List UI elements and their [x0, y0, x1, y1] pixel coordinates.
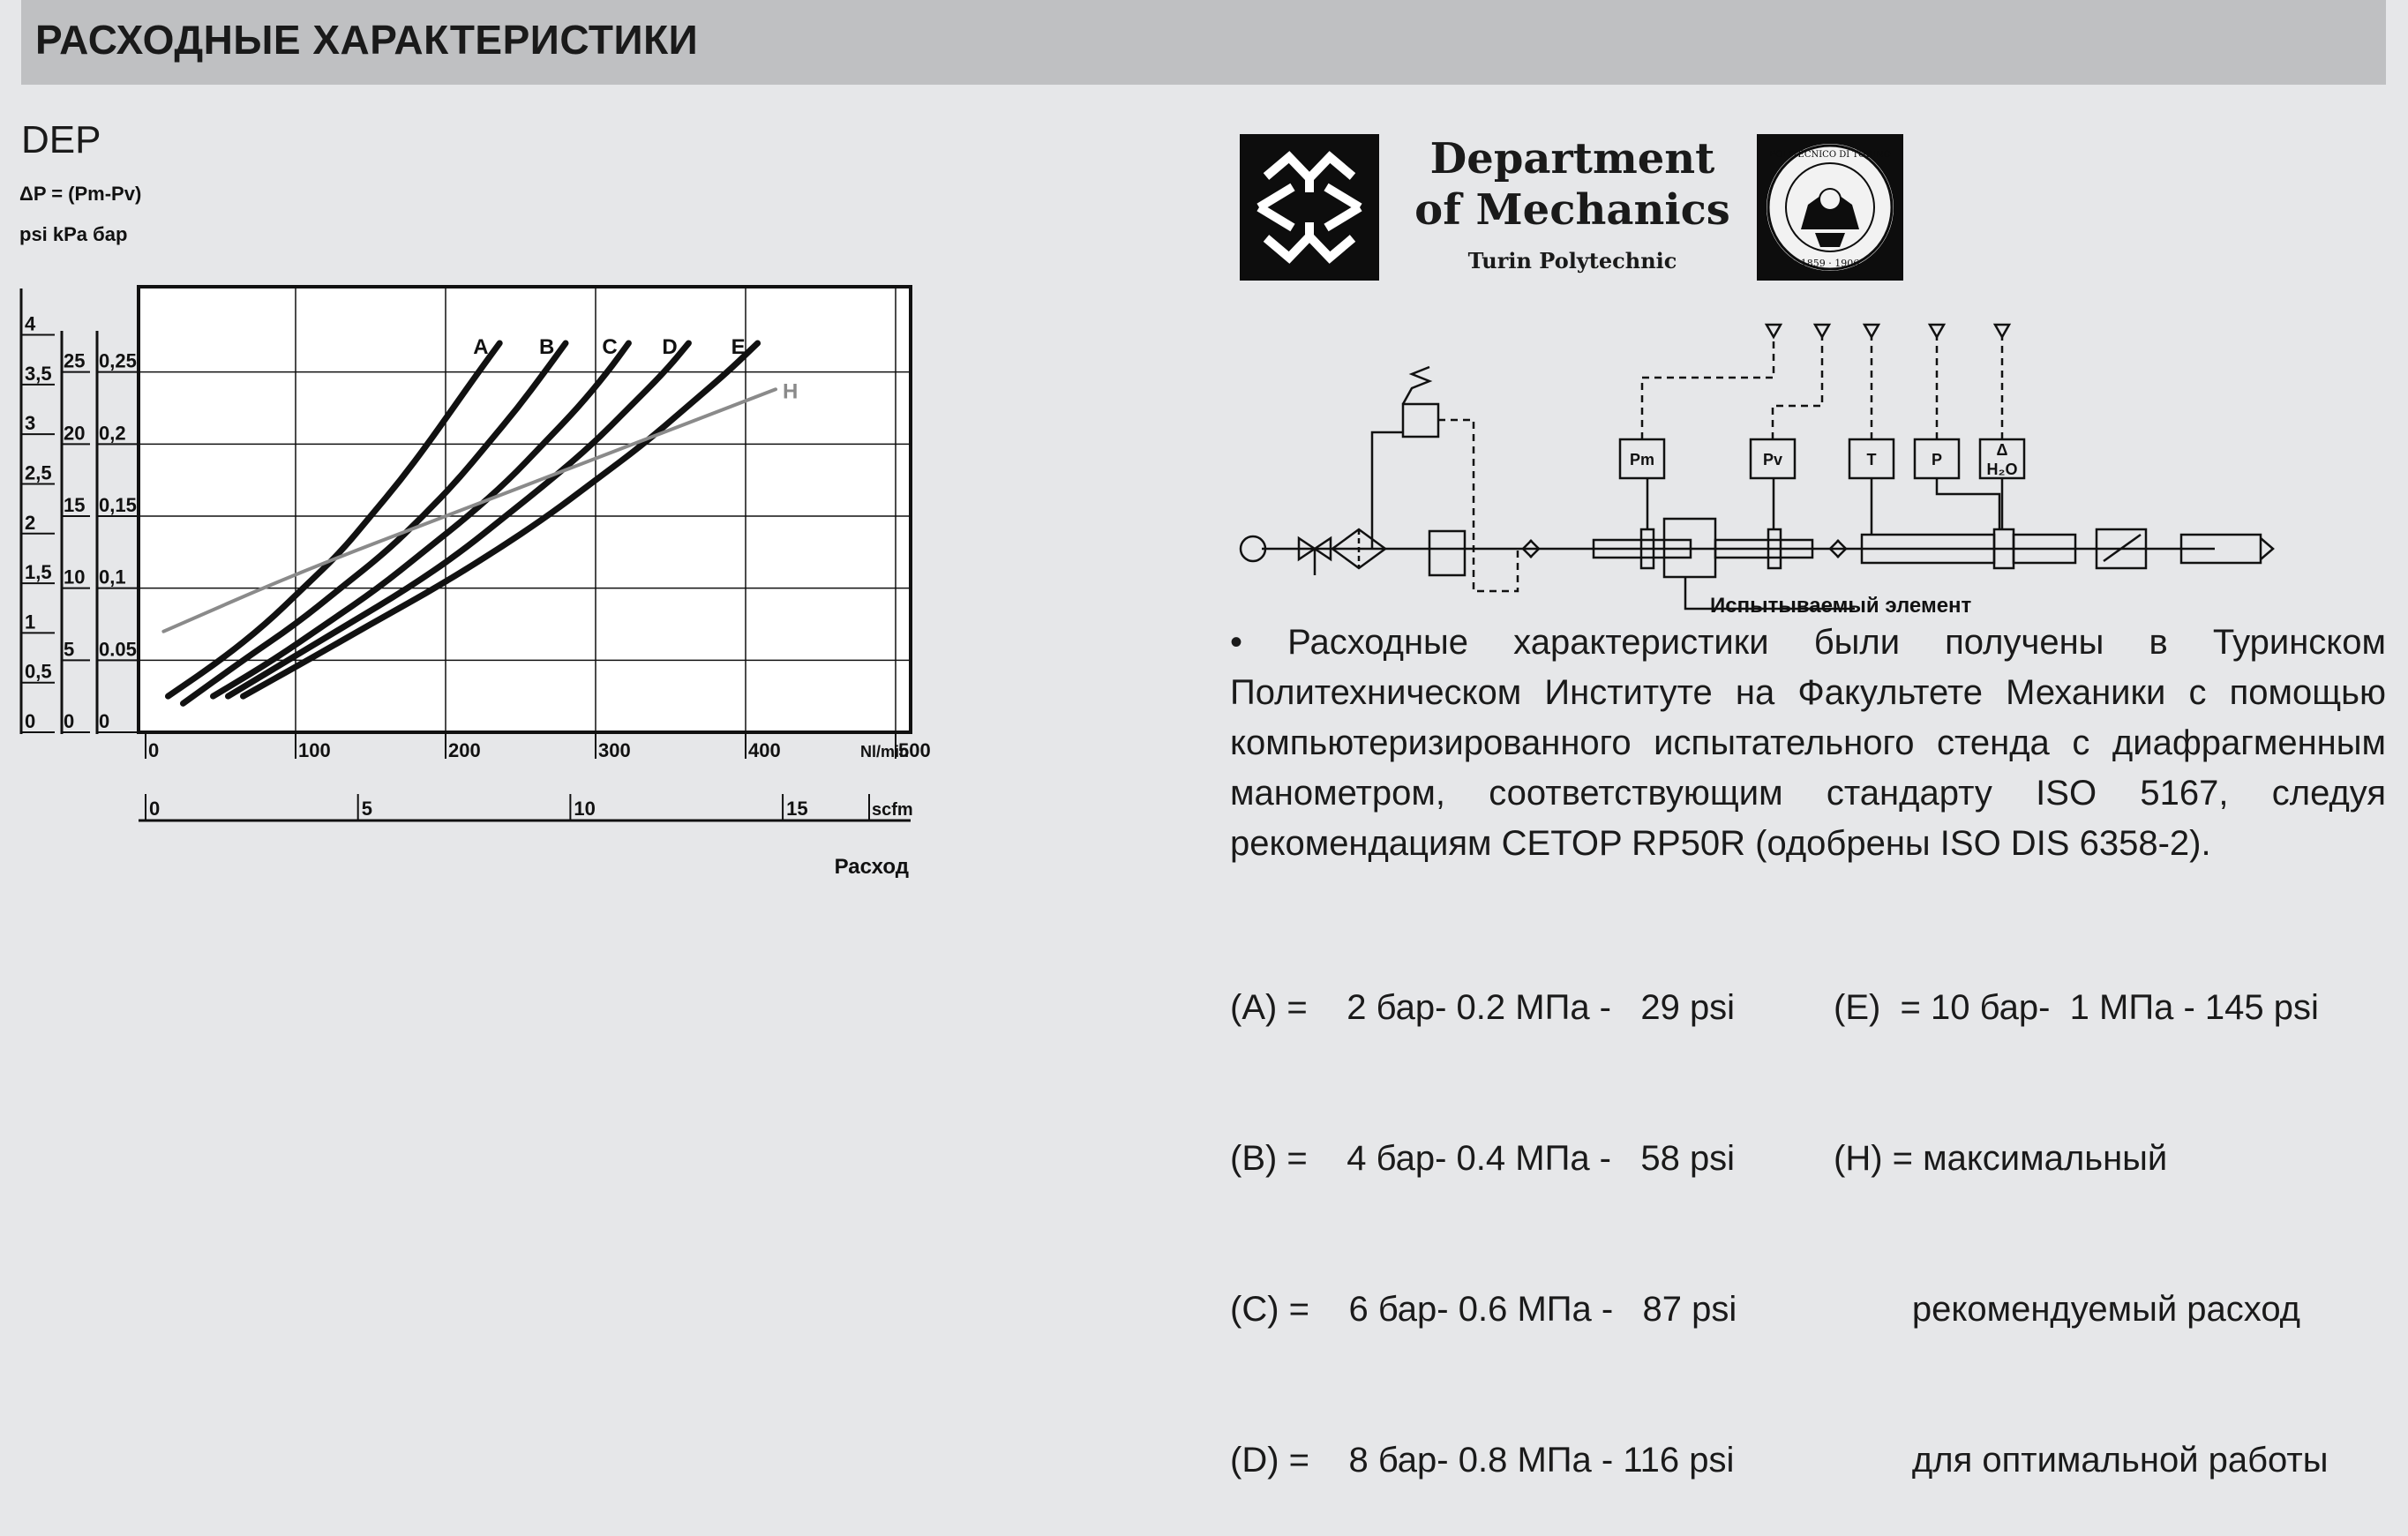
psi-tick-label: 3 — [25, 412, 36, 435]
y-axis-units: psi kPa бар — [19, 223, 128, 245]
x-tick-label-scfm: 5 — [361, 798, 372, 820]
legend-item-h-cont-2: для оптимальной работы — [1834, 1441, 2329, 1480]
series-label-a: A — [473, 335, 489, 359]
psi-tick-label: 1 — [25, 611, 36, 633]
series-label-h: H — [783, 379, 799, 404]
x-tick-label-scfm: 0 — [149, 798, 161, 820]
x-tick-label-nl: 500 — [898, 739, 931, 761]
model-name: DEP — [21, 118, 101, 161]
legend-item-h: (H) = максимальный — [1834, 1139, 2168, 1178]
x-axes — [139, 732, 931, 878]
test-bench-schematic — [1227, 318, 2285, 618]
dept-line-1: Department — [1429, 134, 1715, 184]
legend-item-b: (B) = 4 бар- 0.4 МПа - 58 psi — [1230, 1139, 1736, 1178]
bar-tick-label: 0,15 — [99, 494, 137, 516]
y-axis-formula: ΔP = (Pm-Pv) — [19, 183, 142, 205]
bar-tick-label: 0,25 — [99, 349, 137, 372]
kpa-tick-label: 0 — [64, 710, 75, 732]
x-unit-scfm: scfm — [872, 800, 913, 820]
label-pv: Pv — [1762, 451, 1783, 468]
header-bar — [21, 0, 2386, 85]
bar-tick-label: 0,1 — [99, 566, 126, 588]
label-h2o: H₂O — [1986, 461, 2018, 478]
svg-text:1859 · 1906: 1859 · 1906 — [1800, 258, 1860, 269]
series-label-b: B — [539, 335, 555, 359]
page-title: РАСХОДНЫЕ ХАРАКТЕРИСТИКИ — [35, 17, 699, 63]
x-tick-label-nl: 300 — [598, 739, 631, 761]
psi-tick-label: 2 — [25, 511, 36, 534]
psi-tick-label: 0 — [25, 710, 36, 732]
test-element-label: Испытываемый элемент — [1710, 594, 1972, 618]
kpa-tick-label: 10 — [64, 566, 86, 588]
dept-name — [1392, 134, 1753, 279]
series-label-d: D — [662, 335, 678, 359]
kpa-tick-label: 25 — [64, 349, 86, 372]
x-tick-label-scfm: 10 — [574, 798, 596, 820]
psi-tick-label: 3,5 — [25, 362, 52, 385]
label-p: P — [1931, 451, 1943, 468]
series-label-e: E — [731, 335, 746, 359]
psi-tick-label: 1,5 — [25, 561, 52, 584]
description-paragraph: • Расходные характеристики были получены в Туринском Политехническом Институте на Факультете Механики с помощью компьютеризированного испытательного стенда с диафрагменным манометром, соответствующим стандарту ISO 5167, следуя рекомендациям CETOP RP50R (одобрены ISO DIS 6358-2). — [1230, 623, 2386, 863]
label-pm: Pm — [1629, 451, 1655, 468]
university-logo — [1240, 134, 1903, 281]
kpa-tick-label: 20 — [64, 422, 86, 445]
svg-text:POLITECNICO DI TORINO: POLITECNICO DI TORINO — [1769, 150, 1891, 160]
psi-tick-label: 4 — [25, 312, 36, 335]
legend-item-c: (C) = 6 бар- 0.6 МПа - 87 psi — [1230, 1290, 1737, 1329]
x-tick-label-nl: 400 — [748, 739, 781, 761]
dept-line-2: of Mechanics — [1414, 185, 1730, 235]
legend-item-e: (E) = 10 бар- 1 МПа - 145 psi — [1834, 988, 2319, 1027]
legend-left — [1230, 882, 1737, 1536]
legend-right — [1834, 882, 2329, 1536]
x-tick-label-nl: 200 — [448, 739, 481, 761]
legend-item-h-cont-1: рекомендуемый расход — [1834, 1290, 2301, 1329]
flow-chart — [0, 172, 935, 878]
psi-tick-label: 2,5 — [25, 461, 52, 484]
x-axis-label: Расход — [834, 855, 909, 878]
university-seal-icon — [1757, 134, 1903, 281]
series-label-c: C — [602, 335, 618, 359]
legend-item-d: (D) = 8 бар- 0.8 МПа - 116 psi — [1230, 1441, 1735, 1480]
plot-frame — [139, 287, 911, 732]
kpa-tick-label: 15 — [64, 494, 86, 516]
dept-emblem-icon — [1240, 134, 1379, 281]
kpa-tick-label: 5 — [64, 638, 75, 661]
bar-tick-label: 0.05 — [99, 638, 137, 661]
x-tick-label-nl: 100 — [298, 739, 331, 761]
dept-line-3: Turin Polytechnic — [1467, 248, 1677, 273]
bar-tick-label: 0 — [99, 710, 110, 732]
x-tick-label-nl: 0 — [148, 739, 160, 761]
psi-tick-label: 0,5 — [25, 660, 52, 683]
legend-item-a: (A) = 2 бар- 0.2 МПа - 29 psi — [1230, 988, 1736, 1027]
label-delta: Δ — [1996, 441, 2008, 459]
x-tick-label-scfm: 15 — [786, 798, 808, 820]
label-t: T — [1866, 451, 1877, 468]
y-axes — [21, 288, 137, 734]
x-unit-nl: Nl/min — [860, 743, 910, 761]
bar-tick-label: 0,2 — [99, 422, 126, 445]
